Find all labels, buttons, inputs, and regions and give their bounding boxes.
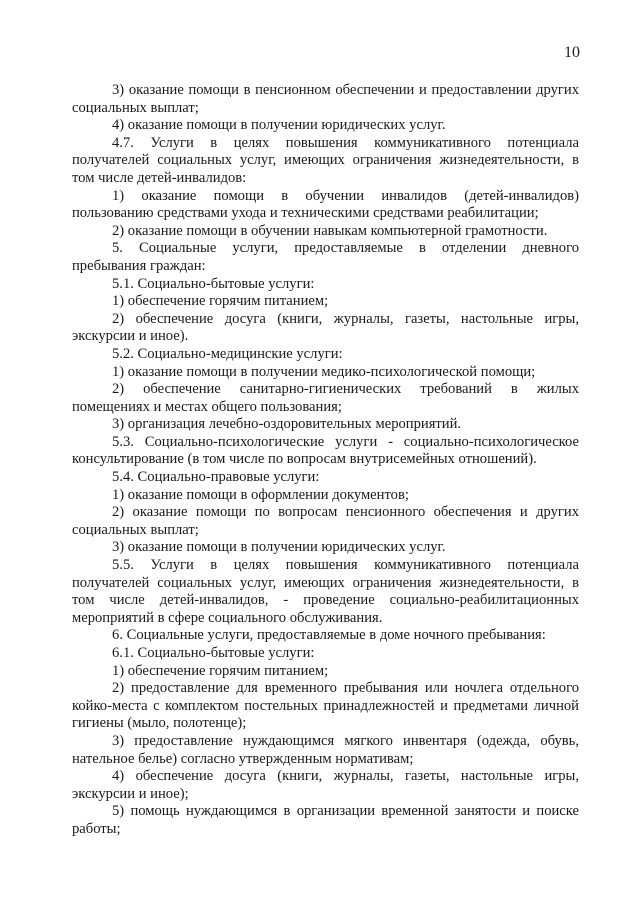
paragraph: 5) помощь нуждающимся в организации временной занятости и поиске работы; (72, 803, 579, 837)
paragraph: 4) обеспечение досуга (книги, журналы, газеты, настольные игры, экскурсии и иное); (72, 768, 579, 802)
paragraph: 5.4. Социально-правовые услуги: (112, 469, 320, 486)
paragraph: 4) оказание помощи в получении юридических услуг. (112, 117, 446, 134)
paragraph: 2) обеспечение досуга (книги, журналы, газеты, настольные игры, экскурсии и иное). (72, 310, 579, 345)
paragraph: 5.3. Социально-психологические услуги - социально-психологическое консультирование (в том числе по вопросам внутрисемейных отношений). (72, 433, 579, 468)
page-number: 10 (564, 44, 580, 61)
paragraph: 3) оказание помощи в пенсионном обеспечении и предоставлении других социальных выплат; (72, 82, 579, 116)
paragraph: 5.1. Социально-бытовые услуги: (112, 275, 315, 292)
paragraph: 2) предоставление для временного пребывания или ночлега отдельного койко-места с комплектом постельных принадлежностей и предметами личной гигиены (мыло, полотенце); (72, 680, 579, 732)
paragraph: 2) обеспечение санитарно-гигиенических требований в жилых помещениях и местах общего пользования; (72, 381, 579, 415)
paragraph: 2) оказание помощи по вопросам пенсионного обеспечения и других социальных выплат; (72, 504, 579, 538)
paragraph: 5.2. Социально-медицинские услуги: (112, 345, 343, 362)
paragraph: 4.7. Услуги в целях повышения коммуникативного потенциала получателей социальных услуг, имеющих ограничения жизнедеятельности, в том числе детей-инвалидов: (72, 134, 579, 186)
paragraph: 3) предоставление нуждающимся мягкого инвентаря (одежда, обувь, нательное белье) согласно утвержденным нормативам; (72, 732, 579, 767)
paragraph: 5. Социальные услуги, предоставляемые в отделении дневного пребывания граждан: (72, 240, 579, 274)
paragraph: 2) оказание помощи в обучении навыкам компьютерной грамотности. (112, 222, 548, 239)
paragraph: 6.1. Социально-бытовые услуги: (112, 645, 315, 661)
paragraph: 3) оказание помощи в получении юридических услуг. (112, 539, 446, 556)
paragraph: 5.5. Услуги в целях повышения коммуникативного потенциала получателей социальных услуг, имеющих ограничения жизнедеятельности, в том числе детей-инвалидов, - проведение социально-реабилитационных мероприятий в сфере социального обслуживания. (72, 557, 579, 626)
paragraph: 1) обеспечение горячим питанием; (112, 662, 329, 679)
paragraph: 1) оказание помощи в оформлении документов; (112, 486, 409, 503)
paragraph: 1) оказание помощи в получении медико-психологической помощи; (112, 363, 536, 380)
paragraph: 1) обеспечение горячим питанием; (112, 293, 329, 310)
paragraph: 6. Социальные услуги, предоставляемые в доме ночного пребывания: (112, 627, 546, 644)
document-body (72, 82, 579, 839)
paragraph: 1) оказание помощи в обучении инвалидов (детей-инвалидов) пользованию средствами ухода и техническими средствами реабилитации; (72, 187, 579, 222)
paragraph: 3) организация лечебно-оздоровительных мероприятий. (112, 416, 462, 433)
